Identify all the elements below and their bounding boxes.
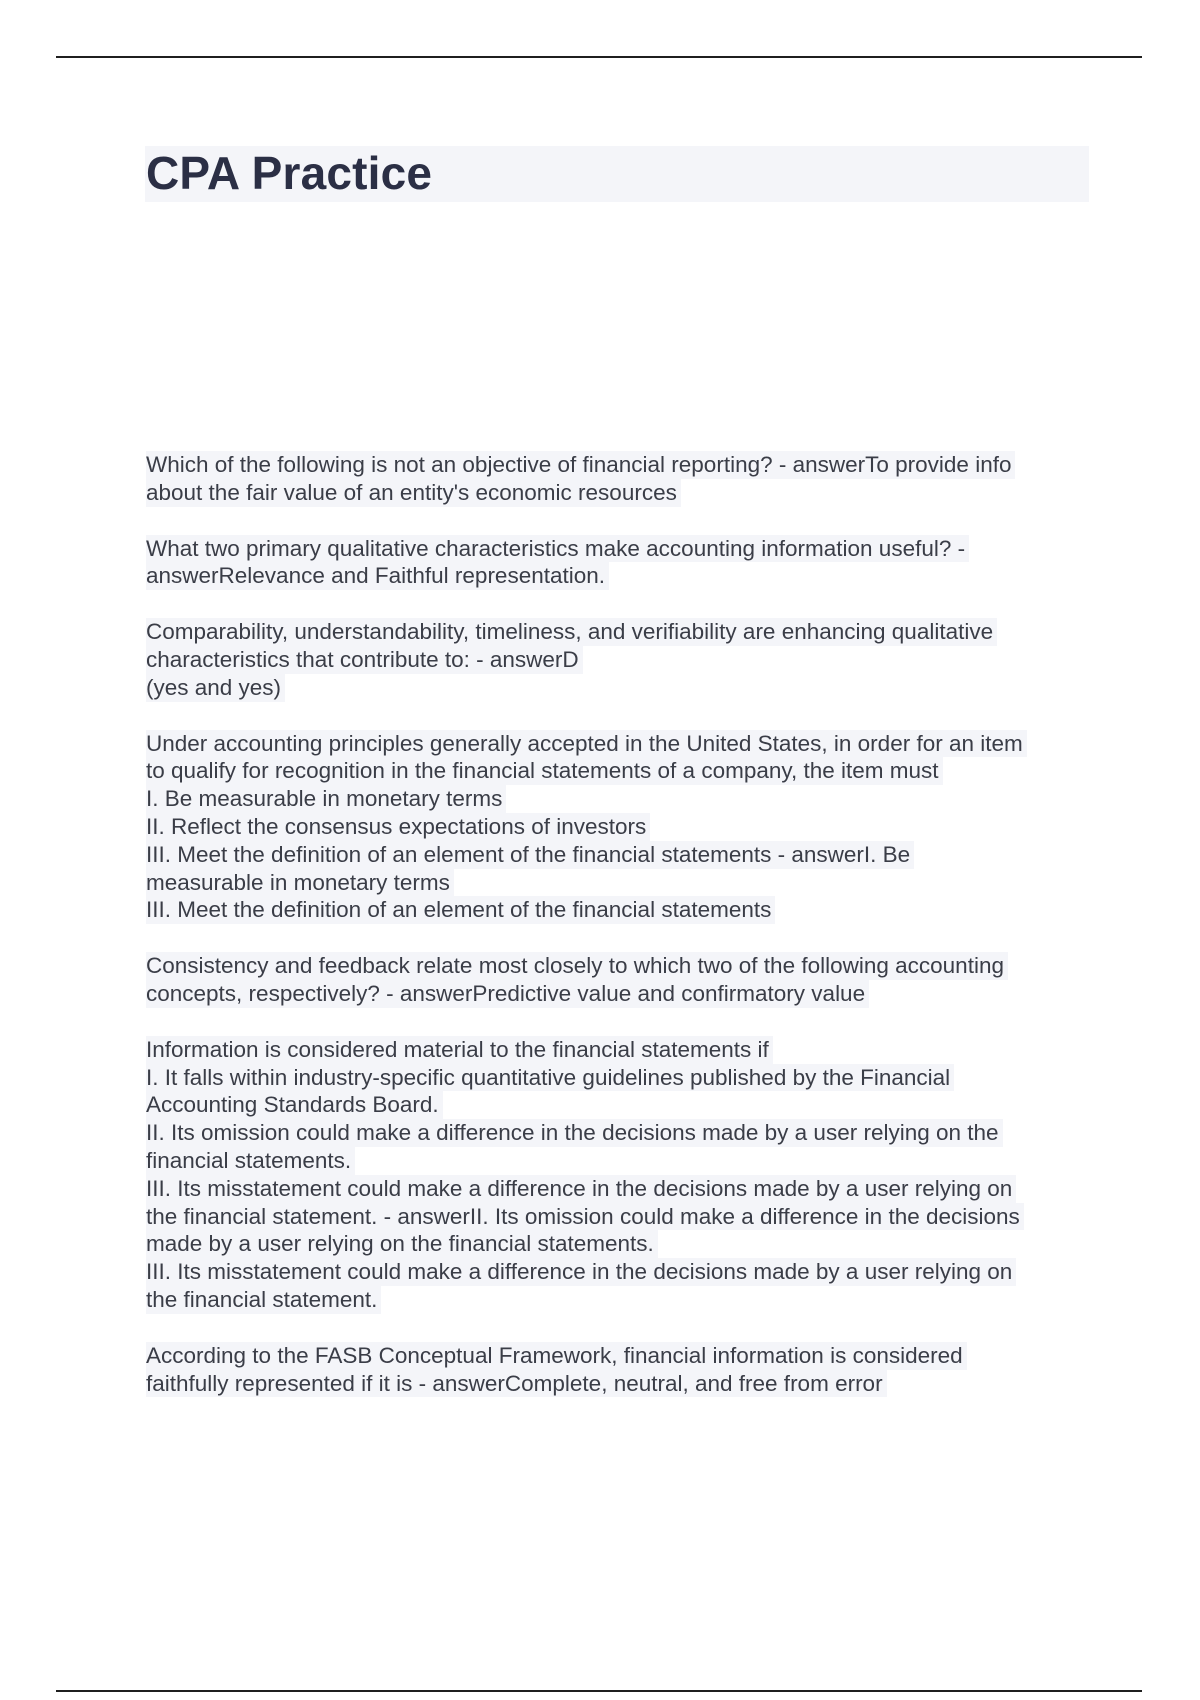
qa-line: III. Meet the definition of an element of the financial statements - answerI. Be xyxy=(146,841,914,869)
bottom-rule xyxy=(56,1690,1142,1692)
qa-line: What two primary qualitative characteristics make accounting information useful? - xyxy=(146,535,969,563)
qa-line: Under accounting principles generally accepted in the United States, in order for an item xyxy=(146,730,1027,758)
top-rule xyxy=(56,56,1142,58)
qa-line: (yes and yes) xyxy=(146,674,285,702)
qa-line: III. Meet the definition of an element of the financial statements xyxy=(146,896,775,924)
qa-item xyxy=(146,1036,1090,1314)
qa-line: Consistency and feedback relate most closely to which two of the following accounting xyxy=(146,952,1008,980)
qa-line: Accounting Standards Board. xyxy=(146,1091,443,1119)
qa-line: the financial statement. xyxy=(146,1286,381,1314)
qa-line: II. Its omission could make a difference in the decisions made by a user relying on the xyxy=(146,1119,1003,1147)
qa-line: II. Reflect the consensus expectations of investors xyxy=(146,813,650,841)
qa-line: Which of the following is not an objective of financial reporting? - answerTo provide info xyxy=(146,451,1015,479)
qa-line: characteristics that contribute to: - answerD xyxy=(146,646,583,674)
qa-item xyxy=(146,952,1090,1008)
qa-line: answerRelevance and Faithful representation. xyxy=(146,562,609,590)
qa-line: I. Be measurable in monetary terms xyxy=(146,785,506,813)
page-title: CPA Practice xyxy=(146,147,433,199)
qa-line: the financial statement. - answerII. Its omission could make a difference in the decisions xyxy=(146,1203,1024,1231)
qa-line: made by a user relying on the financial statements. xyxy=(146,1230,658,1258)
qa-line: Information is considered material to the financial statements if xyxy=(146,1036,773,1064)
qa-item xyxy=(146,451,1090,507)
qa-line: financial statements. xyxy=(146,1147,355,1175)
qa-item xyxy=(146,1342,1090,1398)
qa-line: concepts, respectively? - answerPredictive value and confirmatory value xyxy=(146,980,869,1008)
qa-line: According to the FASB Conceptual Framework, financial information is considered xyxy=(146,1342,967,1370)
qa-line: III. Its misstatement could make a difference in the decisions made by a user relying on xyxy=(146,1258,1016,1286)
qa-line: about the fair value of an entity's economic resources xyxy=(146,479,681,507)
qa-line: faithfully represented if it is - answerComplete, neutral, and free from error xyxy=(146,1370,887,1398)
qa-line: to qualify for recognition in the financial statements of a company, the item must xyxy=(146,757,943,785)
qa-line: III. Its misstatement could make a difference in the decisions made by a user relying on xyxy=(146,1175,1016,1203)
qa-list xyxy=(146,451,1090,1425)
qa-item xyxy=(146,535,1090,591)
qa-item xyxy=(146,730,1090,925)
qa-item xyxy=(146,618,1090,701)
qa-line: measurable in monetary terms xyxy=(146,869,454,897)
qa-line: Comparability, understandability, timeliness, and verifiability are enhancing qualitative xyxy=(146,618,997,646)
qa-line: I. It falls within industry-specific quantitative guidelines published by the Financial xyxy=(146,1064,954,1092)
